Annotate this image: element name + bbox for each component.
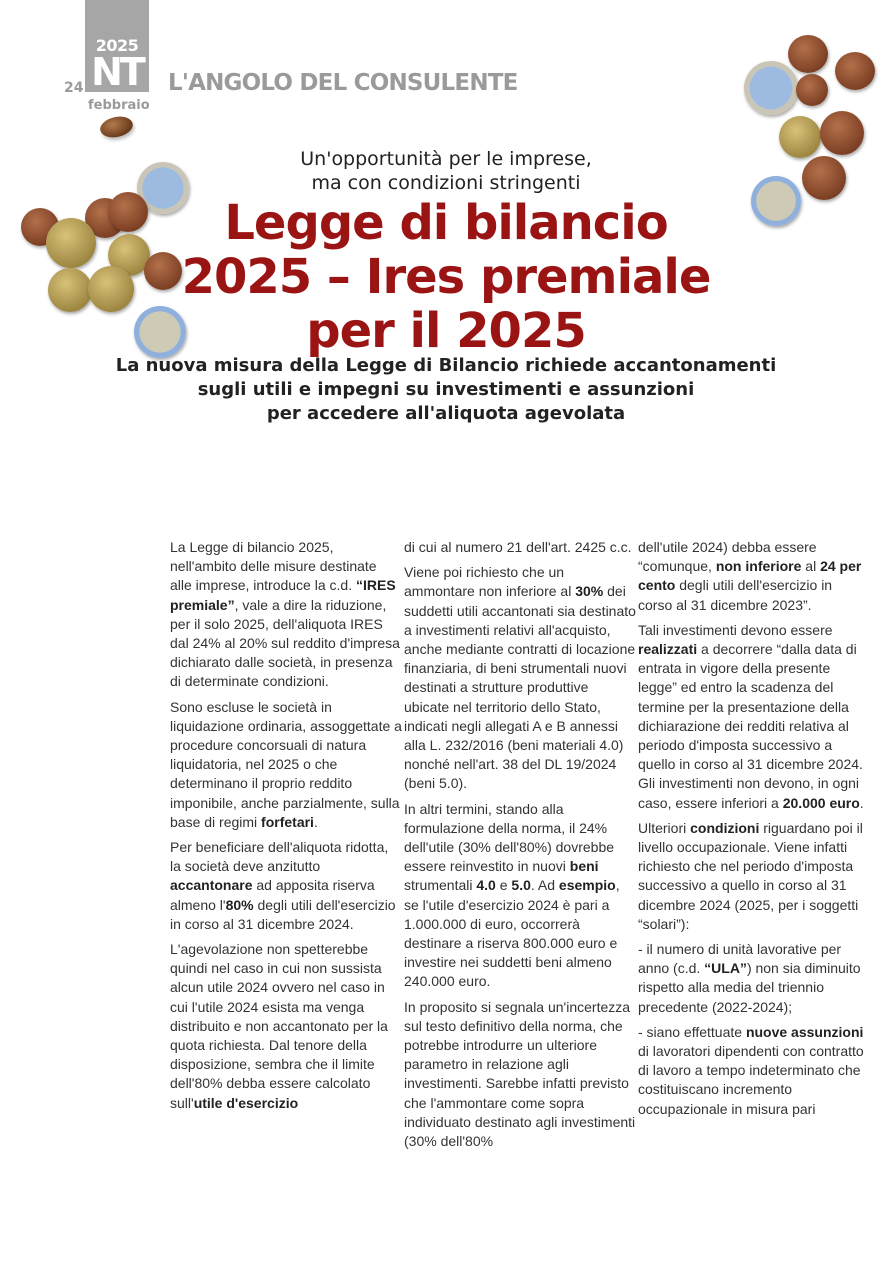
issue-year: 2025 <box>95 36 139 55</box>
text-run: al <box>801 558 821 575</box>
bold-phrase: beni <box>569 858 599 875</box>
text-run: Tali investimenti devono essere <box>638 621 833 638</box>
issue-month: febbraio <box>88 98 150 113</box>
bold-phrase: condizioni <box>690 819 760 836</box>
subtitle-line: per accedere all'aliquota agevolata <box>266 403 626 424</box>
coin-icon <box>796 74 828 106</box>
text-run: di lavoratori dipendenti con contratto di lavoro a tempo indeterminato che costituiscano incremento occupazionale in misura pari <box>638 1043 864 1117</box>
text-run: Per beneficiare dell'aliquota ridotta, la società deve anzitutto <box>170 839 389 875</box>
coin-icon <box>835 52 875 90</box>
text-run: a decorrere “dalla data di entrata in vigore della presente legge” ed entro la scadenza del termine per la presentazione della dichiarazione dei redditi relativa al periodo d'imposta successivo a quello in corso al 31 dicembre 2024. Gli investimenti non devono, in ogni caso, essere inferiori a <box>638 641 863 811</box>
text-run: - il numero di unità lavorative per anno (c.d. <box>638 941 842 977</box>
coin-icon <box>788 35 828 73</box>
text-run: , se l'utile d'esercizio 2024 è pari a 1.000.000 di euro, occorrerà destinare a riserva 800.000 euro e investire nei suddetti beni almeno 240.000 euro. <box>404 877 620 990</box>
paragraph <box>404 538 636 557</box>
subtitle-line: La nuova misura della Legge di Bilancio richiede accantonamenti <box>115 355 777 376</box>
bold-phrase: 4.0 <box>476 877 496 894</box>
magazine-logo-block <box>85 0 149 92</box>
paragraph <box>170 538 402 692</box>
text-run: . Ad <box>530 877 559 894</box>
text-run: ) non sia diminuito rispetto alla media del triennio precedente (2022-2024); <box>638 960 861 1015</box>
text-run: Viene poi richiesto che un ammontare non inferiore al <box>404 564 576 600</box>
text-run: Sono escluse le società in liquidazione ordinaria, assoggettate a procedure concorsuali di natura liquidatoria, nel 2025 o che determinano il proprio reddito imponibile, anche parzialmente, sulla base di regimi <box>170 698 402 830</box>
title-line: 2025 – Ires premiale <box>181 249 711 305</box>
bold-phrase: “ULA” <box>704 960 747 977</box>
paragraph <box>638 940 870 1017</box>
paragraph <box>404 998 636 1152</box>
bold-phrase: “IRES premiale” <box>170 577 396 613</box>
coin-icon <box>744 61 798 115</box>
bold-phrase: realizzati <box>638 641 698 658</box>
text-run: L'agevolazione non spetterebbe quindi nel caso in cui non sussista alcun utile 2024 ovvero nel caso in cui l'utile 2024 esista ma venga distribuito e non accantonato per la quota richiesta. Dal tenore della disposizione, sembra che il limite dell'80% debba essere calcolato sull' <box>170 941 388 1111</box>
body-column-1 <box>170 538 402 1119</box>
bold-phrase: accantonare <box>170 877 253 894</box>
bold-phrase: 24 per cento <box>638 558 862 594</box>
bold-phrase: utile d'esercizio <box>193 1094 299 1111</box>
text-run: di cui al numero 21 dell'art. 2425 c.c. <box>404 539 632 555</box>
body-column-2 <box>404 538 636 1157</box>
text-run: ad apposita riserva almeno l' <box>170 877 375 913</box>
bold-phrase: non inferiore <box>715 558 802 575</box>
subtitle-line: sugli utili e impegni su investimenti e assunzioni <box>197 379 695 400</box>
magazine-logo: NT <box>91 50 143 94</box>
paragraph <box>638 819 870 934</box>
kicker-line: ma con condizioni stringenti <box>311 172 581 194</box>
paragraph <box>404 800 636 992</box>
paragraph <box>170 838 402 934</box>
kicker-line: Un'opportunità per le imprese, <box>300 148 592 170</box>
text-run: . <box>313 813 318 830</box>
text-run: degli utili dell'esercizio in corso al 31 dicembre 2023”. <box>638 577 833 613</box>
paragraph <box>170 940 402 1113</box>
article-title <box>0 196 892 358</box>
text-run: In proposito si segnala un'incertezza sul testo definitivo della norma, che potrebbe introdurre un ulteriore parametro in relazione agli investimenti. Sarebbe infatti previsto che l'ammontare come sopra individuato destinato agli investimenti (30% dell'80% <box>404 998 636 1150</box>
text-run: Ulteriori <box>638 819 691 836</box>
coffee-bean-icon <box>98 114 134 140</box>
paragraph <box>638 621 870 813</box>
bold-phrase: 20.000 euro <box>782 794 860 811</box>
bold-phrase: forfetari <box>261 813 314 830</box>
text-run: strumentali <box>404 877 477 894</box>
text-run: - siano effettuate <box>638 1023 746 1040</box>
article-subtitle <box>0 354 892 426</box>
article-kicker <box>0 147 892 195</box>
paragraph <box>638 1023 870 1119</box>
bold-phrase: 30% <box>575 583 604 600</box>
bold-phrase: nuove assunzioni <box>745 1023 864 1040</box>
paragraph <box>404 563 636 793</box>
bold-phrase: 5.0 <box>511 877 531 894</box>
page-number: 24 <box>64 80 84 96</box>
section-title: L'ANGOLO DEL CONSULENTE <box>168 70 518 96</box>
bold-phrase: esempio <box>558 877 616 894</box>
bold-phrase: 80% <box>225 896 254 913</box>
text-run: e <box>495 877 512 894</box>
text-run: dell'utile 2024) debba essere “comunque, <box>638 539 817 575</box>
text-run: In altri termini, stando alla formulazione della norma, il 24% dell'utile (30% dell'80%) dovrebbe essere reinvestito in nuovi <box>404 800 615 875</box>
text-run: . <box>859 794 864 811</box>
text-run: dei suddetti utili accantonati sia destinato a investimenti relativi all'acquisto, anche mediante contratti di locazione finanziaria, di beni strumentali nuovi destinati a strutture produttive ubicate nel territorio dello Stato, indicati negli allegati A e B annessi alla L. 232/2016 (beni materiali 4.0) nonché nell'art. 38 del DL 19/2024 (beni 5.0). <box>404 583 636 792</box>
paragraph <box>170 698 402 832</box>
text-run: La Legge di bilancio 2025, nell'ambito delle misure destinate alle imprese, introduce la c.d. <box>170 539 377 594</box>
body-column-3 <box>638 538 870 1125</box>
text-run: , vale a dire la riduzione, per il solo 2025, dell'aliquota IRES dal 24% al 20% sul reddito d'impresa dichiarato dalle società, in presenza di determinate condizioni. <box>170 596 400 690</box>
paragraph <box>638 538 870 615</box>
text-run: degli utili dell'esercizio in corso al 31 dicembre 2024. <box>170 896 396 932</box>
title-line: Legge di bilancio <box>224 195 668 251</box>
text-run: riguardano poi il livello occupazionale. Viene infatti richiesto che nel periodo d'imposta successivo a quello in corso al 31 dicembre 2024 (2025, per i soggetti “solari”): <box>638 819 863 932</box>
title-line: per il 2025 <box>306 303 586 359</box>
